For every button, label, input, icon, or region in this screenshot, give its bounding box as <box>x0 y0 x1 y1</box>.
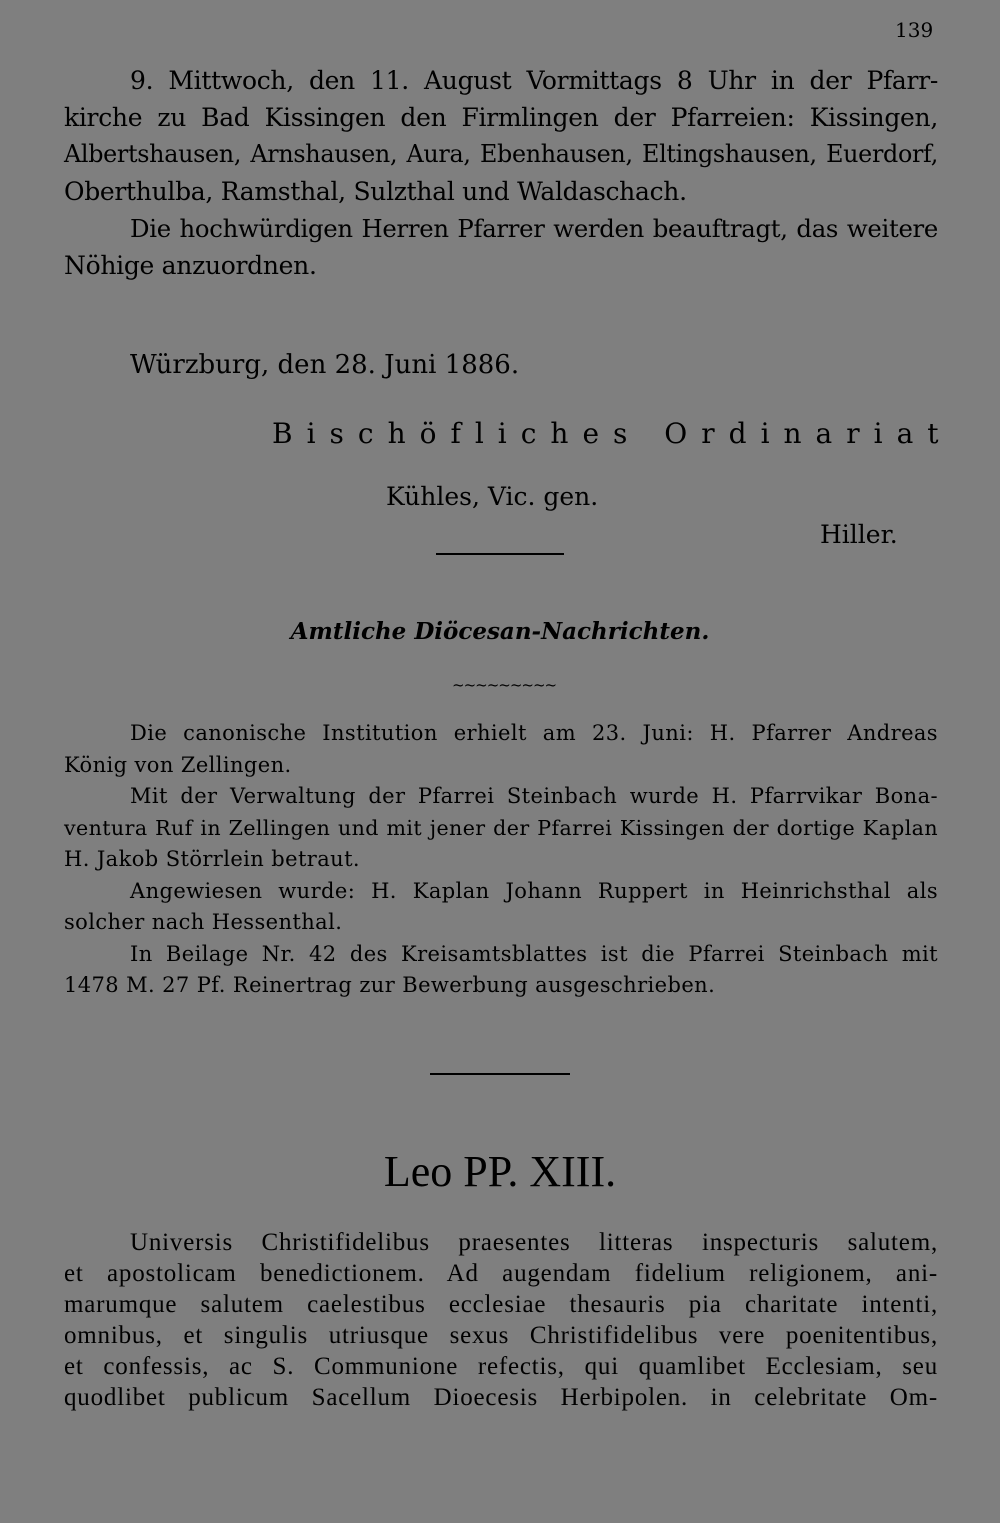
latin-line: quodlibet publicum Sacellum Dioecesis Herbipolen. in celebritate Om- <box>64 1384 938 1411</box>
announcement-line: kirche zu Bad Kissingen den Firmlingen der Pfarreien: Kissingen, <box>64 103 938 132</box>
news-line: Angewiesen wurde: H. Kaplan Johann Ruppert in Heinrichsthal als <box>130 878 938 903</box>
announcement-line: Oberthulba, Ramsthal, Sulzthal und Waldaschach. <box>64 177 687 206</box>
announcement-line: Nöhige anzuordnen. <box>64 251 317 280</box>
news-line: 1478 M. 27 Pf. Reinertrag zur Bewerbung ausgeschrieben. <box>64 973 716 997</box>
papal-title: Leo PP. XIII. <box>383 1147 617 1196</box>
divider-rule <box>436 553 564 555</box>
news-line: H. Jakob Störrlein betraut. <box>64 847 361 871</box>
ornament-divider: ~~~~~~~~~ <box>452 676 557 694</box>
issuing-authority: Bischöfliches Ordinariat <box>272 417 953 450</box>
latin-line: et confessis, ac S. Communione refectis, qui quamlibet Ecclesiam, seu <box>64 1353 938 1380</box>
papal-letter <box>64 1227 938 1413</box>
announcement-line: 9. Mittwoch, den 11. August Vormittags 8 Uhr in der Pfarr- <box>130 66 938 95</box>
section-title: Amtliche Diöcesan-Nachrichten. <box>290 618 710 645</box>
diocesan-news <box>64 718 938 1002</box>
page-number: 139 <box>895 18 934 42</box>
latin-line: Universis Christifidelibus praesentes litteras inspecturis salutem, <box>130 1229 938 1256</box>
news-line: Die canonische Institution erhielt am 23. Juni: H. Pfarrer Andreas <box>130 721 938 745</box>
divider-rule <box>430 1073 570 1075</box>
latin-line: et apostolicam benedictionem. Ad augendam fidelium religionem, ani- <box>64 1260 938 1287</box>
place-date: Würzburg, den 28. Juni 1886. <box>130 350 520 380</box>
signature-vicar-general: Kühles, Vic. gen. <box>386 482 599 511</box>
news-line: In Beilage Nr. 42 des Kreisamtsblattes ist die Pfarrei Steinbach mit <box>130 941 938 966</box>
news-line: Mit der Verwaltung der Pfarrei Steinbach wurde H. Pfarrvikar Bona- <box>130 784 938 808</box>
announcement-paragraph <box>64 62 938 284</box>
signature-secretary: Hiller. <box>820 520 898 549</box>
announcement-line: Die hochwürdigen Herren Pfarrer werden beauftragt, das weitere <box>130 214 938 243</box>
news-line: König von Zellingen. <box>64 752 292 777</box>
latin-line: marumque salutem caelestibus ecclesiae thesauris pia charitate intenti, <box>64 1291 938 1318</box>
announcement-line: Albertshausen, Arnshausen, Aura, Ebenhausen, Eltingshausen, Euerdorf, <box>64 140 938 168</box>
latin-line: omnibus, et singulis utriusque sexus Christifidelibus vere poenitentibus, <box>64 1322 938 1349</box>
news-line: ventura Ruf in Zellingen und mit jener der Pfarrei Kissingen der dortige Kaplan <box>64 815 938 840</box>
news-line: solcher nach Hessenthal. <box>64 910 343 934</box>
